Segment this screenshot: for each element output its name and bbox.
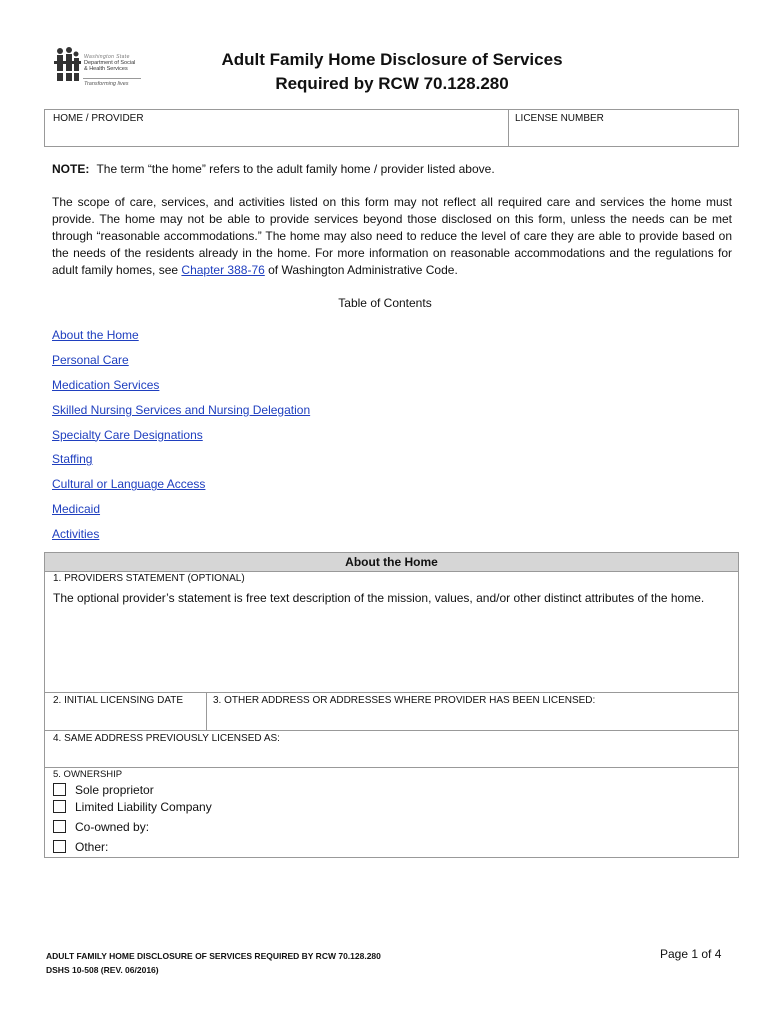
toc-link-staffing[interactable]: Staffing <box>52 452 93 467</box>
section-header: About the Home <box>45 553 738 572</box>
other-addresses-field[interactable] <box>207 693 738 730</box>
note-text: The term “the home” refers to the adult family home / provider listed above. <box>96 162 495 176</box>
logo-state-text: Washington State <box>84 54 130 60</box>
toc-title: Table of Contents <box>338 296 432 310</box>
logo-department-text: Department of Social & Health Services <box>84 60 136 72</box>
initial-licensing-date-label: 2. INITIAL LICENSING DATE <box>53 695 184 706</box>
logo-tagline: Transforming lives <box>84 81 129 87</box>
footer-form-number: DSHS 10-508 (REV. 06/2016) <box>46 965 159 975</box>
option-label: Co-owned by: <box>75 820 150 834</box>
checkbox[interactable] <box>53 820 66 833</box>
toc-link-cultural-language[interactable]: Cultural or Language Access <box>52 477 206 492</box>
license-number-field[interactable] <box>509 110 738 146</box>
page-number: Page 1 of 4 <box>660 947 722 961</box>
toc-link-about-the-home[interactable]: About the Home <box>52 328 139 342</box>
about-the-home-section <box>44 552 739 858</box>
toc-link-activities[interactable]: Activities <box>52 527 100 542</box>
checkbox[interactable] <box>53 840 66 853</box>
logo-rule <box>83 78 141 79</box>
home-provider-label: HOME / PROVIDER <box>53 113 144 124</box>
other-addresses-label: 3. OTHER ADDRESS OR ADDRESSES WHERE PROVIDER HAS BEEN LICENSED: <box>213 695 596 706</box>
note-label: NOTE: <box>52 162 90 176</box>
dshs-logo <box>52 47 144 93</box>
previously-licensed-as-field[interactable] <box>45 731 738 767</box>
form-title-line-2: Required by RCW 70.128.280 <box>275 74 509 93</box>
option-label: Sole proprietor <box>75 783 154 797</box>
footer-form-title: ADULT FAMILY HOME DISCLOSURE OF SERVICES REQUIRED BY RCW 70.128.280 <box>46 951 381 961</box>
license-number-label: LICENSE NUMBER <box>515 113 604 124</box>
toc-link-skilled-nursing[interactable]: Skilled Nursing Services and Nursing Delegation <box>52 402 311 417</box>
chapter-388-76-link[interactable]: Chapter 388-76 <box>181 263 265 277</box>
dshs-figures-icon <box>52 47 82 83</box>
ownership-label: 5. OWNERSHIP <box>53 769 123 780</box>
table-of-contents <box>52 328 310 552</box>
form-title-line-1: Adult Family Home Disclosure of Services <box>221 50 563 69</box>
toc-link-personal-care[interactable]: Personal Care <box>52 352 129 367</box>
ownership-option-co-owned[interactable] <box>53 820 149 836</box>
toc-link-specialty-care[interactable]: Specialty Care Designations <box>52 427 203 442</box>
row-divider <box>45 767 738 768</box>
toc-link-medicaid[interactable]: Medicaid <box>52 502 101 517</box>
ownership-option-llc[interactable] <box>53 800 212 816</box>
home-provider-field[interactable] <box>45 110 508 146</box>
scope-text-before: The scope of care, services, and activities listed on this form may not reflect all required care and services the home must provide. The home may not be able to provide services beyond those disclosed on this form, unless the needs can be met through “reasonable accommodations.” The home may also need to reduce the level of care they are able to provide based on the needs of the residents already in the home. For more information on reasonable accommodations and the regulations for adult family homes, see <box>52 195 732 277</box>
provider-header-fields <box>44 109 739 147</box>
note <box>52 162 495 176</box>
toc-link-medication-services[interactable]: Medication Services <box>52 377 160 392</box>
providers-statement-label: 1. PROVIDERS STATEMENT (OPTIONAL) <box>53 573 245 584</box>
checkbox[interactable] <box>53 783 66 796</box>
previously-licensed-as-label: 4. SAME ADDRESS PREVIOUSLY LICENSED AS: <box>53 733 280 744</box>
providers-statement-field[interactable]: The optional provider’s statement is free text description of the mission, values, and/or other distinct attributes of the home. <box>53 591 705 605</box>
scope-text-after: of Washington Administrative Code. <box>264 263 458 277</box>
option-label: Limited Liability Company <box>75 800 212 814</box>
scope-paragraph <box>52 194 732 279</box>
checkbox[interactable] <box>53 800 66 813</box>
ownership-option-other[interactable] <box>53 840 108 856</box>
initial-licensing-date-field[interactable] <box>45 693 206 730</box>
option-label: Other: <box>75 840 109 854</box>
ownership-option-sole-proprietor[interactable] <box>53 783 154 799</box>
